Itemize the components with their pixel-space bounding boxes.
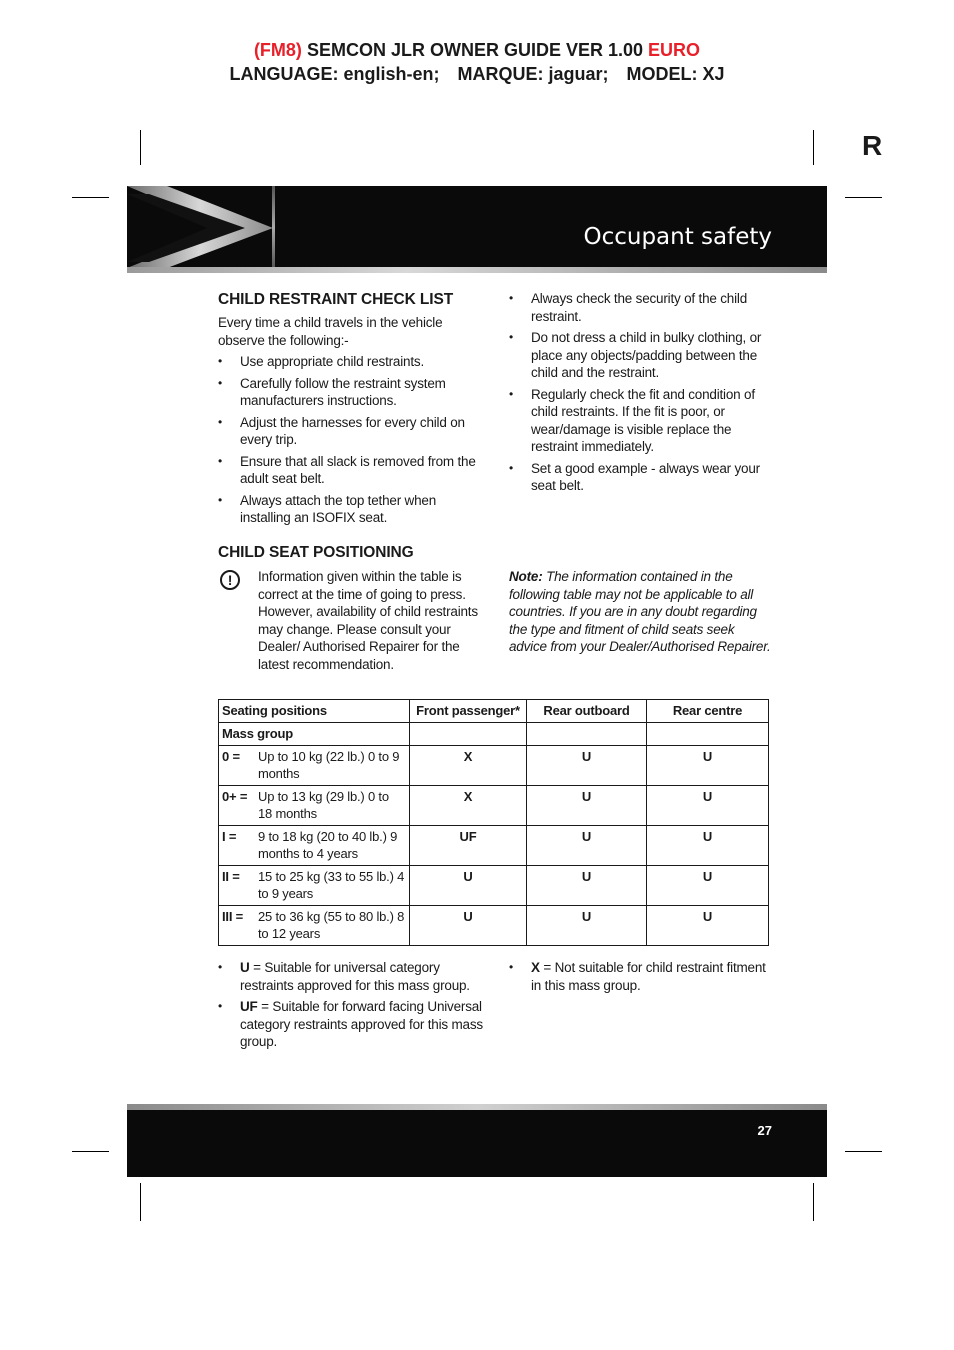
- table-row: [219, 785, 769, 825]
- header-suffix: EURO: [648, 40, 701, 60]
- column-header: Seating positions: [219, 700, 410, 723]
- list-item: • Set a good example - always wear your seat belt.: [509, 460, 774, 495]
- checklist-right-column: [509, 290, 774, 499]
- checklist-left-column: [218, 291, 483, 531]
- banner-underline: [127, 267, 827, 273]
- checklist-left-list: [218, 353, 483, 527]
- list-item: • Regularly check the fit and condition of child restraints. If the fit is poor, or wear/damage is visible replace the restraint immediately.: [509, 386, 774, 456]
- table-subheader-row: [219, 723, 769, 746]
- document-header-line2: [0, 64, 954, 85]
- legend-text: = Suitable for universal category restraints approved for this mass group.: [240, 960, 470, 993]
- table-row: [219, 905, 769, 945]
- table-cell: U: [527, 745, 647, 785]
- table-cell: [527, 723, 647, 746]
- mass-group-desc: 9 to 18 kg (20 to 40 lb.) 9 months to 4 years: [258, 828, 398, 861]
- banner-divider: [272, 186, 275, 268]
- table-cell: U: [647, 905, 769, 945]
- table-cell: [410, 723, 527, 746]
- legend-list: [509, 959, 774, 994]
- table-cell: UF: [410, 825, 527, 865]
- table-cell: [219, 825, 410, 865]
- page-number: 27: [757, 1123, 772, 1138]
- crop-mark: [813, 130, 814, 165]
- table-cell: U: [647, 785, 769, 825]
- child-seat-table: [218, 699, 769, 946]
- section-banner: [127, 186, 827, 268]
- crop-mark: [140, 1183, 141, 1221]
- mass-group: II =: [222, 868, 240, 884]
- warning-text: Information given within the table is correct at the time of going to press. However, availability of child restraints may change. Please consult your Dealer/ Authorised Repairer for the latest recommendation.: [258, 569, 478, 672]
- table-cell: U: [647, 825, 769, 865]
- table-cell: U: [527, 825, 647, 865]
- table-row: [219, 745, 769, 785]
- legend-list: [218, 959, 483, 1051]
- table-cell: U: [527, 905, 647, 945]
- crop-mark: [813, 1183, 814, 1221]
- list-item: • Ensure that all slack is removed from the adult seat belt.: [218, 453, 483, 488]
- column-header: Rear centre: [647, 700, 769, 723]
- list-item: [218, 959, 483, 994]
- mass-group: I =: [222, 828, 237, 844]
- mass-group: 0 =: [222, 748, 240, 764]
- table-cell: U: [647, 865, 769, 905]
- page-footer: [127, 1110, 827, 1177]
- positioning-section: [218, 544, 483, 673]
- note-text: The information contained in the following table may not be applicable to all countries. If you are in any doubt regarding the type and fitment of child seats seek advice from your Dealer/Authorised Repairer.: [509, 569, 771, 654]
- table-header-row: [219, 700, 769, 723]
- checklist-intro: Every time a child travels in the vehicle observe the following:-: [218, 315, 443, 348]
- crop-mark: [845, 1151, 882, 1152]
- table-row: [219, 825, 769, 865]
- column-header: Front passenger*: [410, 700, 527, 723]
- table-cell: X: [410, 785, 527, 825]
- legend-key: U: [240, 960, 250, 975]
- section-heading-checklist: CHILD RESTRAINT CHECK LIST: [218, 291, 454, 308]
- crop-mark: [72, 197, 109, 198]
- table-cell: [219, 905, 410, 945]
- mass-group-desc: 15 to 25 kg (33 to 55 lb.) 4 to 9 years: [258, 868, 405, 901]
- header-model: MODEL: XJ: [626, 64, 725, 84]
- note-block: [509, 568, 774, 656]
- legend-left: [218, 959, 483, 1055]
- list-item: [509, 959, 774, 994]
- list-item: • Always check the security of the child restraint.: [509, 290, 774, 325]
- list-item: [218, 998, 483, 1051]
- table-cell: [219, 865, 410, 905]
- checklist-right-list: [509, 290, 774, 495]
- column-header: Rear outboard: [527, 700, 647, 723]
- legend-text: = Not suitable for child restraint fitment in this mass group.: [531, 960, 766, 993]
- section-heading-positioning: CHILD SEAT POSITIONING: [218, 544, 414, 561]
- table-cell: U: [527, 865, 647, 905]
- table-row: [219, 865, 769, 905]
- table-cell: [647, 723, 769, 746]
- table-cell: [219, 785, 410, 825]
- chevron-graphic: [127, 186, 275, 268]
- list-item: • Adjust the harnesses for every child on every trip.: [218, 414, 483, 449]
- mass-group-desc: Up to 10 kg (22 lb.) 0 to 9 months: [258, 748, 400, 781]
- table-cell: U: [410, 905, 527, 945]
- legend-right: [509, 959, 774, 998]
- table-cell: X: [410, 745, 527, 785]
- mass-group-desc: Up to 13 kg (29 lb.) 0 to 18 months: [258, 788, 389, 821]
- mass-group: 0+ =: [222, 788, 248, 804]
- table-cell: U: [410, 865, 527, 905]
- list-item: • Do not dress a child in bulky clothing, or place any objects/padding between the child and the restraint.: [509, 329, 774, 382]
- header-prefix: (FM8): [253, 40, 302, 60]
- note-label: Note:: [509, 569, 543, 584]
- mass-group-desc: 25 to 36 kg (55 to 80 lb.) 8 to 12 years: [258, 908, 405, 941]
- list-item: • Always attach the top tether when installing an ISOFIX seat.: [218, 492, 483, 527]
- table-cell: U: [527, 785, 647, 825]
- table-cell: U: [647, 745, 769, 785]
- header-title: SEMCON JLR OWNER GUIDE VER 1.00: [306, 40, 644, 60]
- header-language: LANGUAGE: english-en;: [229, 64, 440, 84]
- page-title: Occupant safety: [583, 224, 772, 250]
- section-tab-letter: R: [862, 130, 883, 161]
- legend-key: UF: [240, 999, 258, 1014]
- mass-group: III =: [222, 908, 244, 924]
- crop-mark: [72, 1151, 109, 1152]
- crop-mark: [140, 130, 141, 165]
- mass-group-label: Mass group: [219, 723, 410, 746]
- legend-text: = Suitable for forward facing Universal category restraints approved for this mass group.: [240, 999, 483, 1049]
- table-cell: [219, 745, 410, 785]
- crop-mark: [845, 197, 882, 198]
- list-item: • Use appropriate child restraints.: [218, 353, 483, 371]
- warning-icon: !: [220, 570, 240, 590]
- legend-key: X: [531, 960, 540, 975]
- document-header-line1: [0, 40, 954, 61]
- header-marque: MARQUE: jaguar;: [457, 64, 609, 84]
- list-item: • Carefully follow the restraint system manufacturers instructions.: [218, 375, 483, 410]
